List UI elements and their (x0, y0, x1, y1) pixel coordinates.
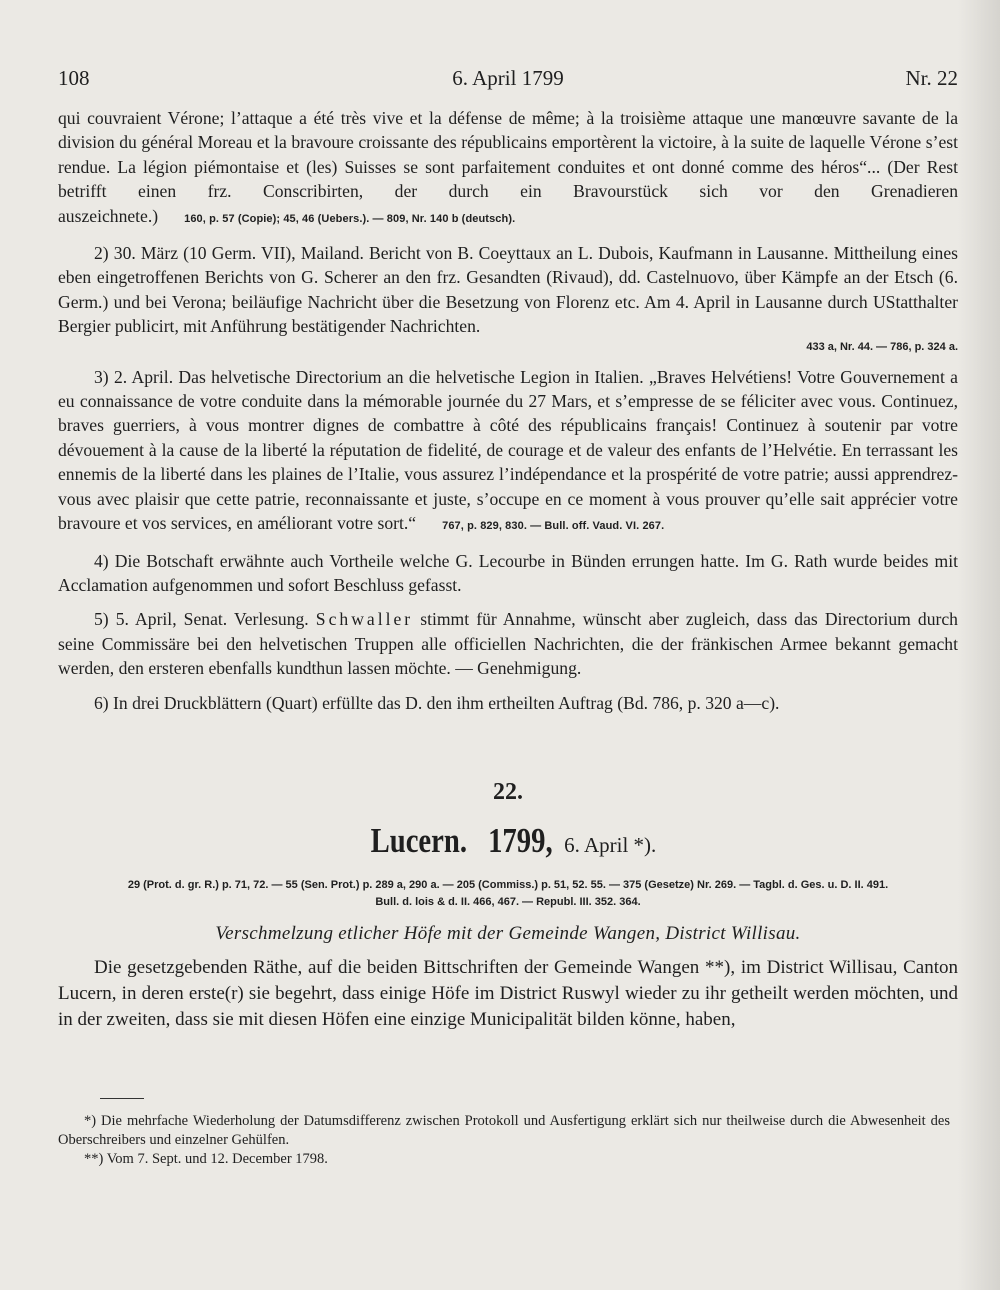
footnote-1: *) Die mehrfache Wiederholung der Datumsdifferenz zwischen Protokoll und Ausfertigung erklärt sich nur theilweise durch die Abwesenheit des Oberschreibers und einzelner Gehülfen. (58, 1113, 950, 1148)
running-head (58, 66, 958, 92)
note-3 (58, 365, 958, 539)
note-2: 2) 30. März (10 Germ. VII), Mailand. Bericht von B. Coeyttaux an L. Dubois, Kaufmann in Lausanne. Mittheilung eines eben eingetroffenen Berichts von G. Scherer an den frz. Gesandten (Rivaud), dd. Castelnuovo, über Kämpfe an der Etsch (6. Germ.) und bei Verona; beiläufige Nachricht über die Besetzung von Florenz etc. Am 4. April in Lausanne durch UStatthalter Bergier publicirt, mit Anführung bestätigender Nachrichten. (58, 243, 958, 337)
document-title (58, 819, 958, 863)
note-3-source: 767, p. 829, 830. — Bull. off. Vaud. VI. 267. (442, 520, 665, 533)
document-text: Die gesetzgebenden Räthe, auf die beiden Bittschriften der Gemeinde Wangen **), im District Willisau, Canton Lucern, in deren erste(r) sie begehrt, dass einige Höfe im District Ruswyl wieder zu ihr getheilt werden möchten, und in der zweiten, dass sie mit diesen Höfen eine einzige Municipalität bilden könne, haben, (58, 956, 958, 1030)
page-body (58, 106, 958, 1033)
document-number: 22. (493, 778, 523, 805)
footnotes (58, 1112, 950, 1169)
note-5-pre: 5) 5. April, Senat. Verlesung. (94, 609, 309, 630)
document-date: 6. April *). (564, 832, 657, 857)
footnote-2: **) Vom 7. Sept. und 12. December 1798. (84, 1151, 328, 1167)
note-4: 4) Die Botschaft erwähnte auch Vortheile welche G. Lecourbe in Bünden errungen hatte. Im G. Rath wurde beides mit Acclamation aufgenommen und sofort Beschluss gefasst. (58, 550, 958, 595)
note-5 (58, 607, 958, 680)
note-2-source: 433 a, Nr. 44. — 786, p. 324 a. (806, 340, 958, 353)
document-sources (58, 877, 958, 911)
document-sources-line-2: Bull. d. lois & d. II. 466, 467. — Republ. III. 352. 364. (375, 895, 641, 908)
note-6: 6) In drei Druckblättern (Quart) erfüllte das D. den ihm ertheilten Auftrag (Bd. 786, p. 320 a—c). (94, 692, 780, 713)
page-number: 108 (58, 66, 90, 90)
note-continuation-source: 160, p. 57 (Copie); 45, 46 (Uebers.). — 809, Nr. 140 b (deutsch). (184, 212, 516, 225)
note-3-text: 3) 2. April. Das helvetische Directorium an die helvetische Legion in Italien. „Braves Helvétiens! Votre Gouvernement a eu connaissance de votre conduite dans la mémorable journée du 27 Mars, et s’empresse de se féliciter avec vous. Continuez, braves guerriers, à vous montrer dignes de combattre à côté des républicains français! Continuez à soutenir par votre dévouement à la cause de la liberté la réputation de fidelité, de courage et de valeur des enfants de l’Helvétie. En terrassant les ennemis de la liberté dans les plaines de l’Italie, vous assurez l’indépendance et la prospérité de votre patrie; aussi apprendrez-vous avec plaisir que cette patrie, reconnaissante et juste, s’occupe en ce moment à vous prouver qu’elle sait apprécier votre bravoure et vos services, en améliorant votre sort.“ (58, 366, 958, 534)
document-place: Lucern. (370, 820, 467, 860)
running-head-date: 6. April 1799 (452, 66, 564, 90)
footnote-rule (100, 1098, 144, 1099)
note-5-name: Schwaller (315, 609, 414, 630)
page-edge-shadow (958, 0, 1000, 1290)
running-head-doc-ref: Nr. 22 (905, 66, 958, 90)
note-continuation-text: qui couvraient Vérone; l’attaque a été très vive et la défense de même; à la troisième attaque une manœuvre savante de la division du général Moreau et la bravoure croissante des républicains emportèrent la victoire, à la suite de laquelle Vérone s’est rendue. La légion piémontaise et (les) Suisses se sont parfaitement conduites et ont donné comme des héros“... (Der Rest betrifft einen frz. Conscribirten, der durch ein Bravourstück sich vor den Grenadieren auszeichnete.) (58, 108, 958, 226)
document-subject: Verschmelzung etlicher Höfe mit der Gemeinde Wangen, District Willisau. (215, 922, 801, 944)
document-sources-line-1: 29 (Prot. d. gr. R.) p. 71, 72. — 55 (Sen. Prot.) p. 289 a, 290 a. — 205 (Commiss.) p. 51, 52. 55. — 375 (Gesetze) Nr. 269. — Tagbl. d. Ges. u. D. II. 491. (127, 878, 889, 891)
document-year: 1799, (488, 820, 554, 860)
note-5-post: stimmt für Annahme, wünscht aber zugleich, dass das Directorium durch seine Commissäre bei den helvetischen Truppen alle officiellen Nachrichten, die der fränkischen Armee bekannt gemacht werden, den ersteren ebenfalls kundthun lassen möchte. — Genehmigung. (58, 609, 958, 679)
note-continuation (58, 106, 958, 231)
